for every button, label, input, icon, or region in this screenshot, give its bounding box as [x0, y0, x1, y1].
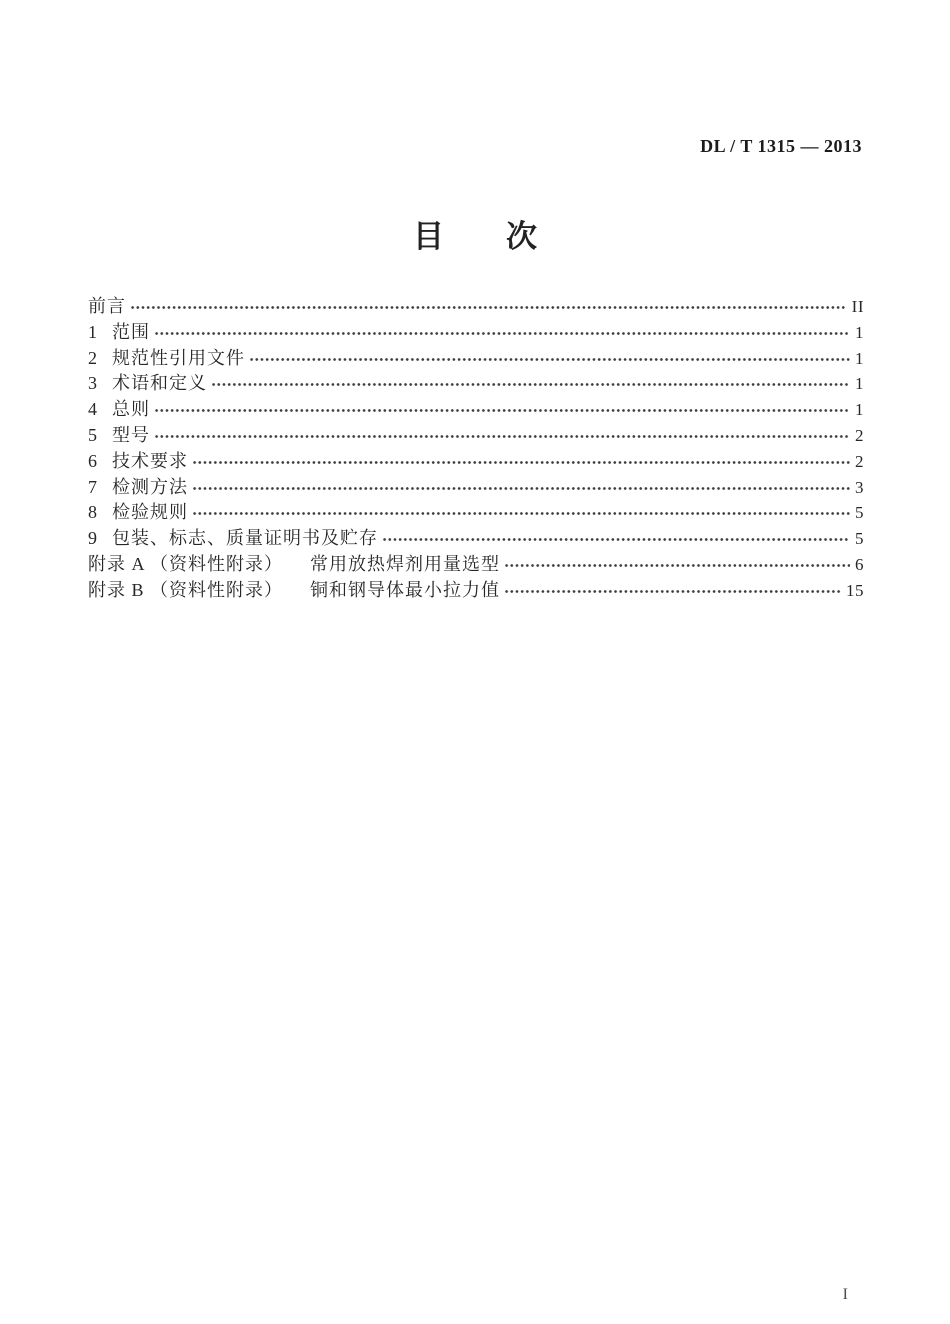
- toc-entry-number: 1: [88, 321, 97, 342]
- toc-entry: [88, 473, 864, 499]
- toc-entry: [88, 292, 864, 318]
- toc-entry-number: 3: [88, 373, 97, 394]
- page-title: 目 次: [413, 219, 537, 254]
- toc-entry-number: 附录 A （资料性附录）: [88, 553, 284, 574]
- dot-leader: [192, 484, 850, 493]
- toc-entry-page: 5: [855, 503, 864, 523]
- toc-entry-label: 术语和定义: [112, 373, 207, 394]
- toc-entry-label: 总则: [112, 399, 150, 420]
- toc-entry-page: II: [851, 297, 864, 316]
- dot-leader: [249, 355, 850, 364]
- toc-entry: [88, 421, 864, 447]
- toc-entry-page: 2: [855, 425, 864, 445]
- toc-entry-label: 规范性引用文件: [112, 347, 245, 368]
- dot-leader: [192, 458, 850, 467]
- folio-page-number: I: [842, 1286, 848, 1303]
- dot-leader: [504, 561, 850, 570]
- toc-entry-number: 附录 B （资料性附录）: [88, 579, 284, 600]
- toc-entry-page: 15: [846, 580, 864, 600]
- toc-entry-page: 1: [855, 374, 864, 394]
- toc-entry-number: 8: [88, 502, 97, 523]
- toc-entry-page: 1: [855, 400, 864, 420]
- toc-entry-page: 2: [855, 451, 864, 471]
- dot-leader: [504, 587, 841, 596]
- dot-leader: [192, 509, 850, 518]
- toc-entry: [88, 550, 864, 576]
- toc-entry: [88, 344, 864, 370]
- toc-entry-page: 6: [855, 554, 864, 574]
- toc-entry: [88, 395, 864, 421]
- dot-leader: [154, 432, 850, 441]
- toc-entry-label: 常用放热焊剂用量选型: [310, 553, 501, 574]
- standard-number: DL / T 1315 — 2013: [700, 136, 862, 156]
- toc-entry: [88, 447, 864, 473]
- toc-entry-label: 型号: [112, 424, 150, 445]
- toc-entry-number: 6: [88, 450, 97, 471]
- dot-leader: [154, 406, 850, 415]
- dot-leader: [154, 329, 850, 338]
- toc-entry: [88, 318, 864, 344]
- toc-entry: [88, 369, 864, 395]
- toc-entry-label: 技术要求: [112, 450, 188, 471]
- toc-entry-label: 范围: [112, 321, 150, 342]
- toc-entry-page: 5: [855, 529, 864, 549]
- toc-entry: [88, 576, 864, 602]
- toc-entry-page: 1: [855, 348, 864, 368]
- dot-leader: [130, 303, 847, 312]
- toc-entry-page: 3: [855, 477, 864, 497]
- dot-leader: [382, 535, 850, 544]
- toc-entry-number: 9: [88, 528, 97, 549]
- toc-entry-label: 铜和钢导体最小拉力值: [310, 579, 501, 600]
- toc-entry-page: 1: [855, 322, 864, 342]
- toc-entry: [88, 498, 864, 524]
- toc-entry-label: 前言: [88, 296, 126, 316]
- dot-leader: [211, 380, 850, 389]
- toc-entry-label: 检测方法: [112, 476, 188, 497]
- toc-entry: [88, 524, 864, 550]
- toc-entry-label: 包装、标志、质量证明书及贮存: [112, 528, 378, 549]
- toc-entry-number: 4: [88, 399, 97, 420]
- toc-entry-number: 7: [88, 476, 97, 497]
- toc-entry-number: 5: [88, 424, 97, 445]
- toc-entry-label: 检验规则: [112, 502, 188, 523]
- toc-entry-number: 2: [88, 347, 97, 368]
- table-of-contents: [88, 292, 864, 602]
